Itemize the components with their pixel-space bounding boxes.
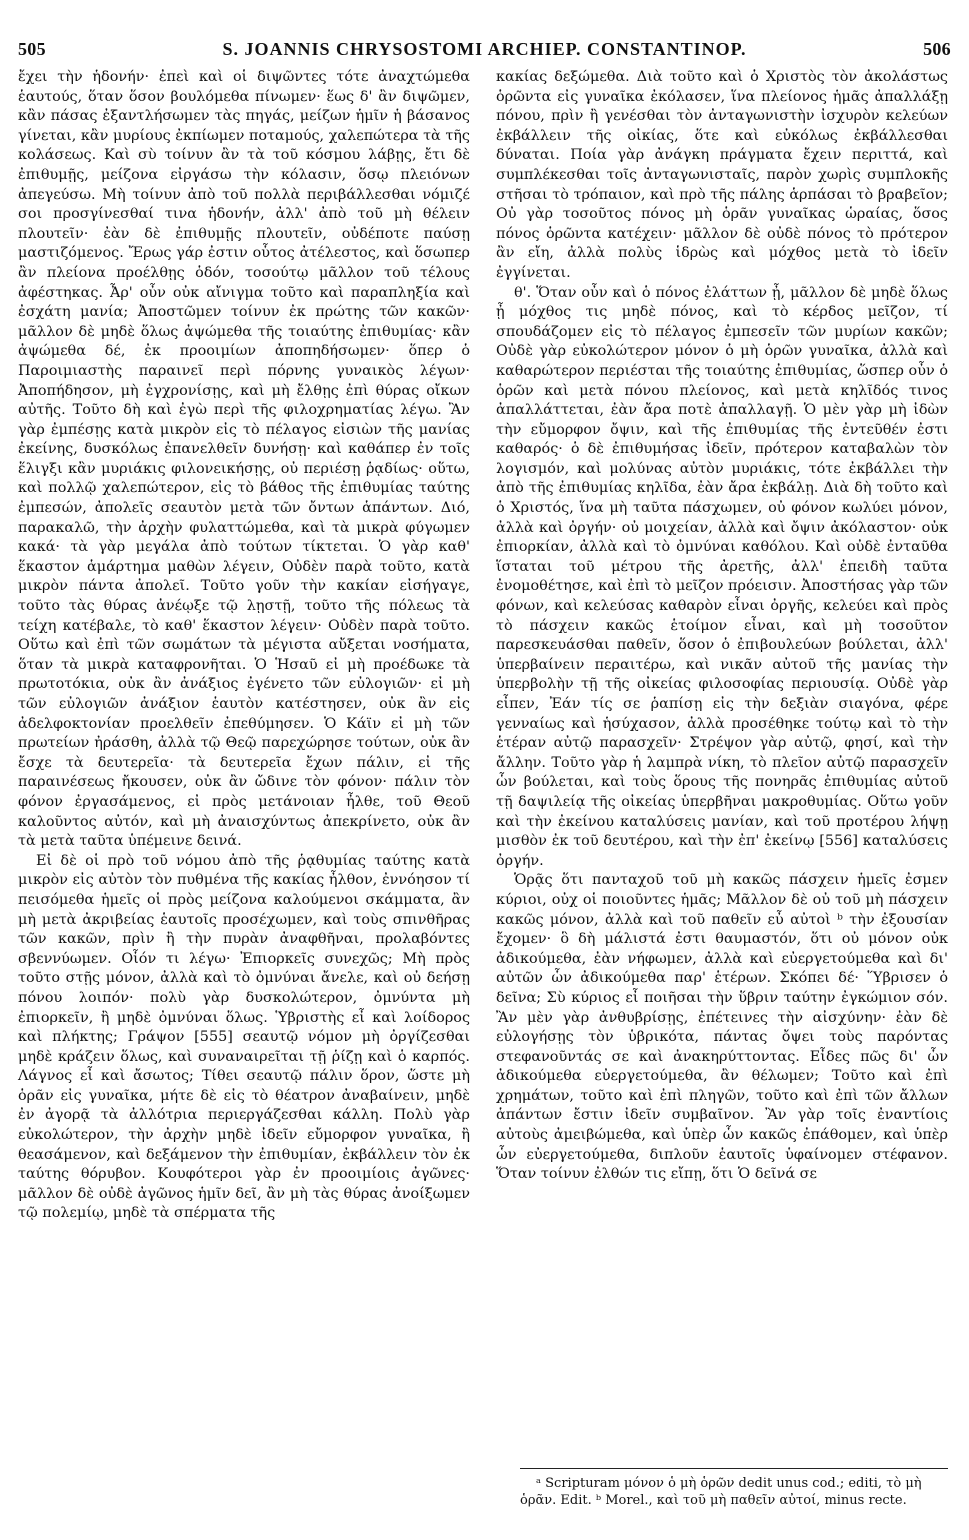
running-title: S. JOANNIS CHRYSOSTOMI ARCHIEP. CONSTANTINOP. bbox=[222, 38, 747, 59]
footnote: ᵃ Scripturam μόνον ὁ μὴ ὁρῶν dedit unus cod.; editi, τὸ μὴ ὁρᾶν. Edit. ᵇ Morel., καὶ τοῦ μὴ παθεῖν αὐτοί, minus recte. bbox=[520, 1476, 922, 1508]
paragraph: ἔχει τὴν ἡδονήν· ἐπεὶ καὶ οἱ διψῶντες τότε ἀναχτώμεθα ἑαυτούς, ὅταν ὅσον βουλόμεθα πίνωμεν· ἕως δ' ἂν διψῶμεν, κἂν πάσας ἐξαντλήσωμεν τὰς πηγάς, μείζων ἡμῖν ἡ βάσανος γίνεται, κἂν μυρίους ἐκπίωμεν ποταμούς, χαλεπώτερα τὰ τῆς κολάσεως. Καὶ σὺ τοίνυν ἂν τὰ τοῦ κόσμου λάβῃς, ἔτι δὲ ἐπιθυμῇς, μείζονα εἰργάσω τὴν κόλασιν, ὅσῳ πλειόνων ἀπεγεύσω. Μὴ τοίνυν ἀπὸ τοῦ πολλὰ περιβάλλεσθαι νόμιζέ σοι προσγίνεσθαί τινα ἡδονήν, ἀλλ' ἀπὸ τοῦ μὴ θέλειν πλουτεῖν· ἐὰν δὲ ἐπιθυμῇς πλουτεῖν, οὐδέποτε παύσῃ μαστιζόμενος. Ἔρως γάρ ἐστιν οὗτος ἀτέλεστος, καὶ ὅσωπερ ἂν πλείονα προέλθῃς ὁδόν, τοσούτῳ μᾶλλον τοῦ τέλους ἀφέστηκας. Ἆρ' οὖν οὐκ αἴνιγμα τοῦτο καὶ παραπληξία καὶ ἐσχάτη μανία; Ἀποστῶμεν τοίνυν ἐκ πρώτης τῶν κακῶν· μᾶλλον δὲ μηδὲ ὅλως ἀψώμεθα τῆς τοιαύτης ἐπιθυμίας· κἂν ἀψώμεθα δέ, ἐκ προοιμίων ἀποπηδήσωμεν· ὅπερ ὁ Παροιμιαστὴς παραινεῖ περὶ πόρνης γυναικὸς λέγων· Ἀποπήδησον, μὴ ἐγχρονίσῃς, καὶ μὴ ἔλθῃς ἐπὶ θύρας οἴκων αὐτῆς. Τοῦτο δὴ καὶ ἐγὼ περὶ τῆς φιλοχρηματίας λέγω. Ἂν γὰρ ἐμπέσῃς κατὰ μικρὸν εἰς τὸ πέλαγος εἰσιὼν τῆς μανίας ἐκείνης, δυσκόλως ἐπανελθεῖν δυνήσῃ· καὶ καθάπερ ἐν τοῖς ἕλιγξι κἂν μυριάκις φιλονεικήσῃς, οὐ περιέσῃ ῥᾳδίως· οὕτω, καὶ πολλῷ χαλεπώτερον, εἰς τὸ βάθος τῆς ἐπιθυμίας ταύτης ἐμπεσών, ἀπολεῖς σεαυτὸν μετὰ τῶν ὄντων ἁπάντων. Διό, παρακαλῶ, τὴν ἀρχὴν φυλαττώμεθα, καὶ τὰ μικρὰ φύγωμεν κακά· τὰ γὰρ μεγάλα ἀπὸ τούτων τίκτεται. Ὁ γὰρ καθ' ἕκαστον ἁμάρτημα μαθὼν λέγειν, Οὐδὲν παρὰ τοῦτο, κατὰ μικρὸν πάντα ἀπολεῖ. Τοῦτο γοῦν τὴν κακίαν εἰσήγαγε, τοῦτο τὰς θύρας ἀνέῳξε τῷ λῃστῇ, τοῦτο τῆς πόλεως τὰ τείχη κατέβαλε, τὸ καθ' ἕκαστον λέγειν· Οὐδὲν παρὰ τοῦτο. Οὕτω καὶ ἐπὶ τῶν σωμάτων τὰ μέγιστα αὔξεται νοσήματα, ὅταν τὰ μικρὰ καταφρονῆται. Ὁ Ἡσαῦ εἰ μὴ προέδωκε τὰ πρωτοτόκια, οὐκ ἂν ἀνάξιος ἐγένετο τῶν εὐλογιῶν· εἰ μὴ τῶν εὐλογιῶν ἀνάξιον ἑαυτὸν κατέστησεν, οὐκ ἂν εἰς ἀδελφοκτονίαν προελθεῖν ἐπεθύμησεν. Ὁ Κάϊν εἰ μὴ τῶν πρωτείων ἠράσθη, ἀλλὰ τῷ Θεῷ παρεχώρησε τούτων, οὐκ ἂν ἔσχε τὰ δευτερεῖα· τὰ δευτερεῖα ἔχων πάλιν, εἰ τῆς παραινέσεως ἤκουσεν, οὐκ ἂν ὤδινε τὸν φόνον· πάλιν τὸν φόνον ἐργασάμενος, εἰ πρὸς μετάνοιαν ἦλθε, τοῦ Θεοῦ καλοῦντος αὐτόν, καὶ μὴ ἀναισχύντως ἀπεκρίνετο, οὐκ ἂν τὰ μετὰ ταῦτα ὑπέμεινε δεινά. bbox=[18, 69, 470, 850]
right-column bbox=[496, 68, 948, 1185]
page-number-right: 506 bbox=[923, 38, 951, 59]
paragraph: Εἰ δὲ οἱ πρὸ τοῦ νόμου ἀπὸ τῆς ῥᾳθυμίας ταύτης κατὰ μικρὸν εἰς αὐτὸν τὸν πυθμένα τῆς κακίας ἦλθον, ἐννόησον τί πεισόμεθα ἡμεῖς οἱ πρὸς μείζονα καλούμενοι σκάμματα, ἂν μὴ μετὰ ἀκριβείας ἑαυτοῖς προσέχωμεν, καὶ τοὺς σπινθῆρας τῶν κακῶν, πρὶν ἢ τὴν πυρὰν ἀναφθῆναι, προλαβόντες σβεννύωμεν. Οἷόν τι λέγω· Ἐπιορκεῖς συνεχῶς; Μὴ πρὸς τοῦτο στῇς μόνον, ἀλλὰ καὶ τὸ ὀμνύναι ἄνελε, καὶ οὐ δεήσῃ πόνου λοιπόν· πολὺ γὰρ δυσκολώτερον, ὀμνύντα μὴ ἐπιορκεῖν, ἢ μηδὲ ὀμνύναι ὅλως. Ὑβριστὴς εἶ καὶ λοίδορος καὶ πλήκτης; Γράψον [555] σεαυτῷ νόμον μὴ ὀργίζεσθαι μηδὲ κράζειν ὅλως, καὶ συναναιρεῖται τῇ ῥίζῃ καὶ ὁ καρπός. Λάγνος εἶ καὶ ἄσωτος; Τίθει σεαυτῷ πάλιν ὅρον, ὥστε μὴ ὁρᾶν εἰς γυναῖκα, μήτε δὲ εἰς τὸ θέατρον ἀναβαίνειν, μηδὲ ἐν ἀγορᾷ τὰ ἀλλότρια περιεργάζεσθαι κάλλη. Πολὺ γὰρ εὐκολώτερον, τὴν ἀρχὴν μηδὲ ἰδεῖν εὔμορφον γυναῖκα, ἢ θεασάμενον, καὶ δεξάμενον τὴν ἐπιθυμίαν, ἐκβάλλειν τὸν ἐκ ταύτης θόρυβον. Κουφότεροι γὰρ ἐν προοιμίοις ἀγῶνες· μᾶλλον δὲ οὐδὲ ἀγῶνος ἡμῖν δεῖ, ἂν μὴ τὰς θύρας ἀνοίξωμεν τῷ πολεμίῳ, μηδὲ τὰ σπέρματα τῆς bbox=[18, 852, 470, 1222]
left-column bbox=[18, 68, 470, 1224]
paragraph: Ὁρᾷς ὅτι πανταχοῦ τοῦ μὴ κακῶς πάσχειν ἡμεῖς ἐσμεν κύριοι, οὐχ οἱ ποιοῦντες ἡμᾶς; Μᾶλλον δὲ οὐ τοῦ μὴ πάσχειν κακῶς μόνον, ἀλλὰ καὶ τοῦ παθεῖν εὖ αὐτοὶ ᵇ τὴν ἐξουσίαν ἔχομεν· ὃ δὴ μάλιστά ἐστι θαυμαστόν, ὅτι οὐ μόνον οὐκ ἀδικούμεθα, ἐὰν νήφωμεν, ἀλλὰ καὶ εὐεργετούμεθα καὶ δι' αὐτῶν ὧν ἀδικούμεθα παρ' ἑτέρων. Σκόπει δέ· Ὕβρισεν ὁ δεῖνα; Σὺ κύριος εἶ ποιῆσαι τὴν ὕβριν ταύτην ἐγκώμιον σόν. Ἂν μὲν γὰρ ἀνθυβρίσῃς, ἐπέτεινες τὴν αἰσχύνην· ἐὰν δὲ εὐλογήσῃς τὸν ὑβρικότα, πάντας ὄψει τοὺς παρόντας στεφανοῦντάς σε καὶ ἀνακηρύττοντας. Εἶδες πῶς δι' ὧν ἀδικούμεθα εὐεργετούμεθα, ἂν θέλωμεν; Τοῦτο καὶ ἐπὶ χρημάτων, τοῦτο καὶ ἐπὶ πληγῶν, τοῦτο καὶ ἐπὶ τῶν ἄλλων ἁπάντων ἔστιν ἰδεῖν συμβαῖνον. Ἂν γὰρ τοῖς ἐναντίοις αὐτοὺς ἀμειβώμεθα, καὶ ὑπὲρ ὧν κακῶς ἐπάθομεν, καὶ ὑπὲρ ὧν εὐεργετούμεθα, διπλοῦν ἑαυτοῖς ὑφαίνομεν στέφανον. Ὅταν τοίνυν ἐλθών τις εἴπῃ, ὅτι Ὁ δεῖνά σε bbox=[496, 872, 948, 1183]
footnotes bbox=[520, 1468, 948, 1509]
page-number-left: 505 bbox=[18, 38, 46, 59]
paragraph: θ'. Ὅταν οὖν καὶ ὁ πόνος ἐλάττων ᾖ, μᾶλλον δὲ μηδὲ ὅλως ᾖ μόχθος τις μηδὲ πόνος, καὶ τὸ κέρδος μεῖζον, τί σπουδάζομεν εἰς τὸ πέλαγος ἐμπεσεῖν τῶν μυρίων κακῶν; Οὐδὲ γὰρ εὐκολώτερον μόνον ὁ μὴ ὁρῶν γυναῖκα, ἀλλὰ καὶ καθαρώτερον περιέσται τῆς τοιαύτης ἐπιθυμίας, ὥσπερ οὖν ὁ ὁρῶν καὶ μετὰ πόνου πλείονος, καὶ μετὰ κηλῖδός τινος ἀπαλλάττεται, ἐὰν ἄρα ποτὲ ἀπαλλαγῇ. Ὁ μὲν γὰρ μὴ ἰδὼν τὴν εὔμορφον ὄψιν, καὶ τῆς ἐπιθυμίας τῆς ἐντεῦθέν ἐστι καθαρός· ὁ δὲ ἐπιθυμήσας ἰδεῖν, πρότερον καταβαλὼν τὸν λογισμόν, καὶ μολύνας αὐτὸν μυριάκις, τότε ἐκβάλλει τὴν ἀπὸ τῆς ἐπιθυμίας κηλῖδα, ἐὰν ἄρα ἐκβάλῃ. Διὰ δὴ τοῦτο καὶ ὁ Χριστός, ἵνα μὴ ταῦτα πάσχωμεν, οὐ φόνον κωλύει μόνον, ἀλλὰ καὶ ὀργήν· οὐ μοιχείαν, ἀλλὰ καὶ ὄψιν ἀκόλαστον· οὐκ ἐπιορκίαν, ἀλλὰ καὶ τὸ ὀμνύναι καθόλου. Καὶ οὐδὲ ἐνταῦθα ἵσταται τοῦ μέτρου τῆς ἀρετῆς, ἀλλ' ἐπειδὴ ταῦτα ἐνομοθέτησε, καὶ ἐπὶ τὸ μεῖζον πρόεισιν. Ἀποστήσας γὰρ τῶν φόνων, καὶ κελεύσας καθαρὸν εἶναι ὀργῆς, κελεύει καὶ πρὸς τὸ πάσχειν κακῶς ἑτοίμον εἶναι, καὶ μὴ τοσοῦτον παρεσκευάσθαι παθεῖν, ὅσον ὁ ἐπιβουλεύων βούλεται, ἀλλ' ὑπερβαίνειν περαιτέρω, καὶ νικᾶν αὐτοῦ τῆς μανίας τὴν ὑπερβολὴν τῇ τῆς οἰκείας φιλοσοφίας περιουσίᾳ. Οὐδὲ γὰρ εἶπεν, Ἐάν τίς σε ῥαπίσῃ εἰς τὴν δεξιὰν σιαγόνα, φέρε γενναίως καὶ ἡσύχασον, ἀλλὰ προσέθηκε τούτῳ καὶ τὸ τὴν ἑτέραν αὐτῷ παρασχεῖν· Στρέψον γὰρ αὐτῷ, φησί, καὶ τὴν ἄλλην. Τοῦτο γὰρ ἡ λαμπρὰ νίκη, τὸ πλεῖον αὐτῷ παρασχεῖν ὧν βούλεται, καὶ τοὺς ὅρους τῆς πονηρᾶς ἐπιθυμίας αὐτοῦ τῇ δαψιλείᾳ τῆς οἰκείας ὑπερβῆναι μακροθυμίας. Οὕτω γοῦν καὶ τὴν ἐκείνου καταλύσεις μανίαν, καὶ τοῦ προτέρου λήψῃ μισθὸν ἐκ τοῦ δευτέρου, καὶ τὴν ἐπ' ἐκείνῳ [556] καταλύσεις ὀργήν. bbox=[496, 284, 948, 869]
running-head bbox=[18, 36, 951, 62]
paragraph: κακίας δεξώμεθα. Διὰ τοῦτο καὶ ὁ Χριστὸς τὸν ἀκολάστως ὁρῶντα εἰς γυναῖκα ἐκόλασεν, ἵνα πλείονος ἡμᾶς ἀπαλλάξῃ πόνου, πρὶν ἢ γενέσθαι τὸν ἀνταγωνιστὴν ἰσχυρὸν κελεύων ἐκβάλλειν τῆς οἰκίας, ὅτε καὶ εὐκόλως ἐκβάλλεσθαι δύναται. Ποία γὰρ ἀνάγκη πράγματα ἔχειν περιττά, καὶ συμπλέκεσθαι τοῖς ἀνταγωνισταῖς, παρὸν χωρὶς συμπλοκῆς στῆσαι τὸ τρόπαιον, καὶ πρὸ τῆς πάλης ἁρπάσαι τὸ βραβεῖον; Οὐ γὰρ τοσοῦτος πόνος μὴ ὁρᾶν γυναῖκας ὡραίας, ὅσος πόνος ὁρῶντα κατέχειν· μᾶλλον δὲ οὐδὲ πόνος τὸ πρότερον ἂν εἴη, ἀλλὰ πολὺς ἱδρὼς καὶ μόχθος μετὰ τὸ ἰδεῖν ἐγγίνεται. bbox=[496, 69, 948, 281]
